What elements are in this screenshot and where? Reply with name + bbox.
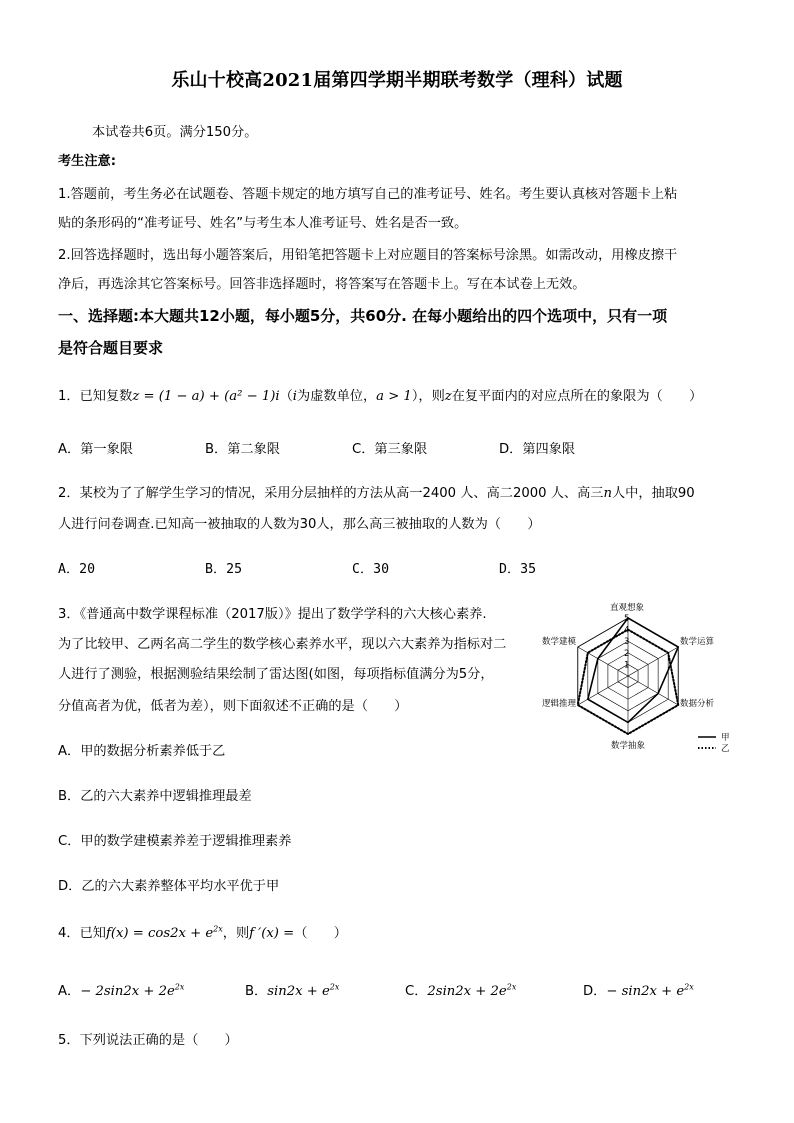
q2-option-b: B．25 (205, 562, 243, 577)
q4-suffix: （ ） (294, 926, 347, 941)
question-3-line-4: 分值高者为优，低者为差），则下面叙述不正确的是（ ） (58, 699, 408, 714)
q4-option-c-expr: 2sin2x + 2e (427, 984, 507, 999)
question-4 (58, 922, 347, 941)
intro-text: 本试卷共6页。满分150分。 (92, 125, 258, 140)
q2-n-var: n (603, 486, 612, 501)
radar-category-label: 逻辑推理 (541, 699, 576, 709)
radar-tick-label: 5 (624, 614, 630, 624)
q4-option-a-exp: 2x (174, 982, 185, 992)
q4-formula: f(x) = cos2x + e (105, 926, 214, 941)
radar-category-label: 数学抽象 (610, 741, 646, 751)
q4-exponent: 2x (213, 924, 223, 934)
notice-item-1-line-1: 1.答题前，考生务必在试题卷、答题卡规定的地方填写自己的准考证号、姓名。考生要认真核对答题卡上粘 (58, 187, 678, 202)
question-2-line-2: 人进行问卷调查.已知高一被抽取的人数为30人，那么高三被抽取的人数为（ ） (58, 517, 541, 532)
radar-category-label: 数学运算 (680, 637, 715, 647)
question-5: 5．下列说法正确的是（ ） (58, 1033, 238, 1048)
q1-option-b: B．第二象限 (205, 442, 280, 457)
q4-option-c (405, 980, 516, 999)
question-1 (58, 385, 702, 404)
radar-tick-label: 3 (624, 637, 630, 648)
q1-suffix: 在复平面内的对应点所在的象限为（ ） (451, 389, 703, 404)
q1-i-var: i (292, 389, 298, 404)
q4-option-a-expr: − 2sin2x + 2e (80, 984, 175, 999)
q4-mid: ，则 (222, 926, 250, 941)
q2-option-c: C．30 (352, 562, 390, 577)
question-3-line-3: 人进行了测验，根据测验结果绘制了雷达图(如图，每项指标值满分为5分， (58, 667, 494, 682)
radar-chart (538, 594, 748, 756)
page-title: 乐山十校高2021届第四学期半期联考数学（理科）试题 (171, 70, 623, 91)
q1-option-a: A．第一象限 (58, 442, 133, 457)
q4-option-b-exp: 2x (329, 982, 340, 992)
radar-category-label: 数据分析 (680, 699, 715, 709)
radar-legend-label: 乙 (721, 744, 730, 754)
q1-paren: （ (279, 389, 293, 404)
notice-item-1-line-2: 贴的条形码的“准考证号、姓名”与考生本人准考证号、姓名是否一致。 (58, 216, 468, 231)
q1-mid2: ），则 (411, 389, 445, 404)
q4-option-b (245, 980, 339, 999)
q4-option-d-label: D． (583, 984, 607, 999)
q4-derivative: f ′(x) = (249, 926, 295, 941)
question-3-line-1: 3．《普通高中数学课程标准（2017版）》提出了数学学科的六大核心素养. (58, 607, 487, 622)
notice-heading: 考生注意: (58, 154, 117, 169)
q1-mid: 为虚数单位， (297, 389, 377, 404)
q4-option-d-exp: 2x (684, 982, 694, 992)
q4-option-a (58, 980, 184, 999)
radar-spoke (628, 647, 678, 676)
q3-option-c: C．甲的数学建模素养差于逻辑推理素养 (58, 834, 292, 849)
q1-option-d: D．第四象限 (499, 442, 576, 457)
notice-item-2-line-1: 2.回答选择题时，选出每小题答案后，用铅笔把答题卡上对应题目的答案标号涂黑。如需改动，用橡皮擦干 (58, 248, 678, 263)
q4-prefix: 4．已知 (58, 926, 106, 941)
section-heading-line-2: 是符合题目要求 (58, 339, 164, 357)
radar-category-label: 直观想象 (609, 603, 645, 613)
q3-option-a: A．甲的数据分析素养低于乙 (58, 744, 226, 759)
q1-condition: a > 1 (376, 389, 412, 404)
q2-line1-a: 2．某校为了了解学生学习的情况，采用分层抽样的方法从高一2400 人、高二2000 人、高三 (58, 486, 604, 501)
q1-z-var: z (444, 389, 452, 404)
q4-option-b-expr: sin2x + e (267, 984, 330, 999)
q4-option-c-label: C． (405, 984, 428, 999)
section-heading-line-1: 一、选择题:本大题共12小题，每小题5分，共60分. 在每小题给出的四个选项中，只有一项 (58, 307, 668, 325)
radar-tick-label: 1 (624, 660, 630, 671)
q4-option-d (583, 980, 694, 999)
q2-line1-b: 人中，抽取90 (611, 486, 695, 501)
q4-option-b-label: B． (245, 984, 268, 999)
radar-spoke (628, 676, 678, 705)
question-3-line-2: 为了比较甲、乙两名高二学生的数学核心素养水平，现以六大素养为指标对二 (58, 637, 507, 652)
question-2-line-1 (58, 482, 695, 501)
q1-option-c: C．第三象限 (352, 442, 428, 457)
q1-prefix: 1．已知复数 (58, 389, 133, 404)
radar-spoke (578, 676, 628, 705)
radar-legend-label: 甲 (721, 733, 730, 743)
q4-option-a-label: A． (58, 984, 81, 999)
q1-formula: z = (1 − a) + (a² − 1)i (132, 389, 280, 404)
radar-tick-label: 4 (624, 625, 630, 636)
radar-category-label: 数学建模 (541, 637, 576, 647)
q3-option-d: D．乙的六大素养整体平均水平优于甲 (58, 879, 280, 894)
q4-option-c-exp: 2x (506, 982, 517, 992)
q3-option-b: B．乙的六大素养中逻辑推理最差 (58, 789, 252, 804)
q2-option-d: D．35 (499, 562, 537, 577)
q2-option-a: A．20 (58, 562, 96, 577)
radar-tick-label: 2 (624, 648, 630, 659)
q4-option-d-expr: − sin2x + e (606, 984, 685, 999)
notice-item-2-line-2: 净后，再选涂其它答案标号。回答非选择题时，将答案写在答题卡上。写在本试卷上无效。 (58, 277, 586, 292)
